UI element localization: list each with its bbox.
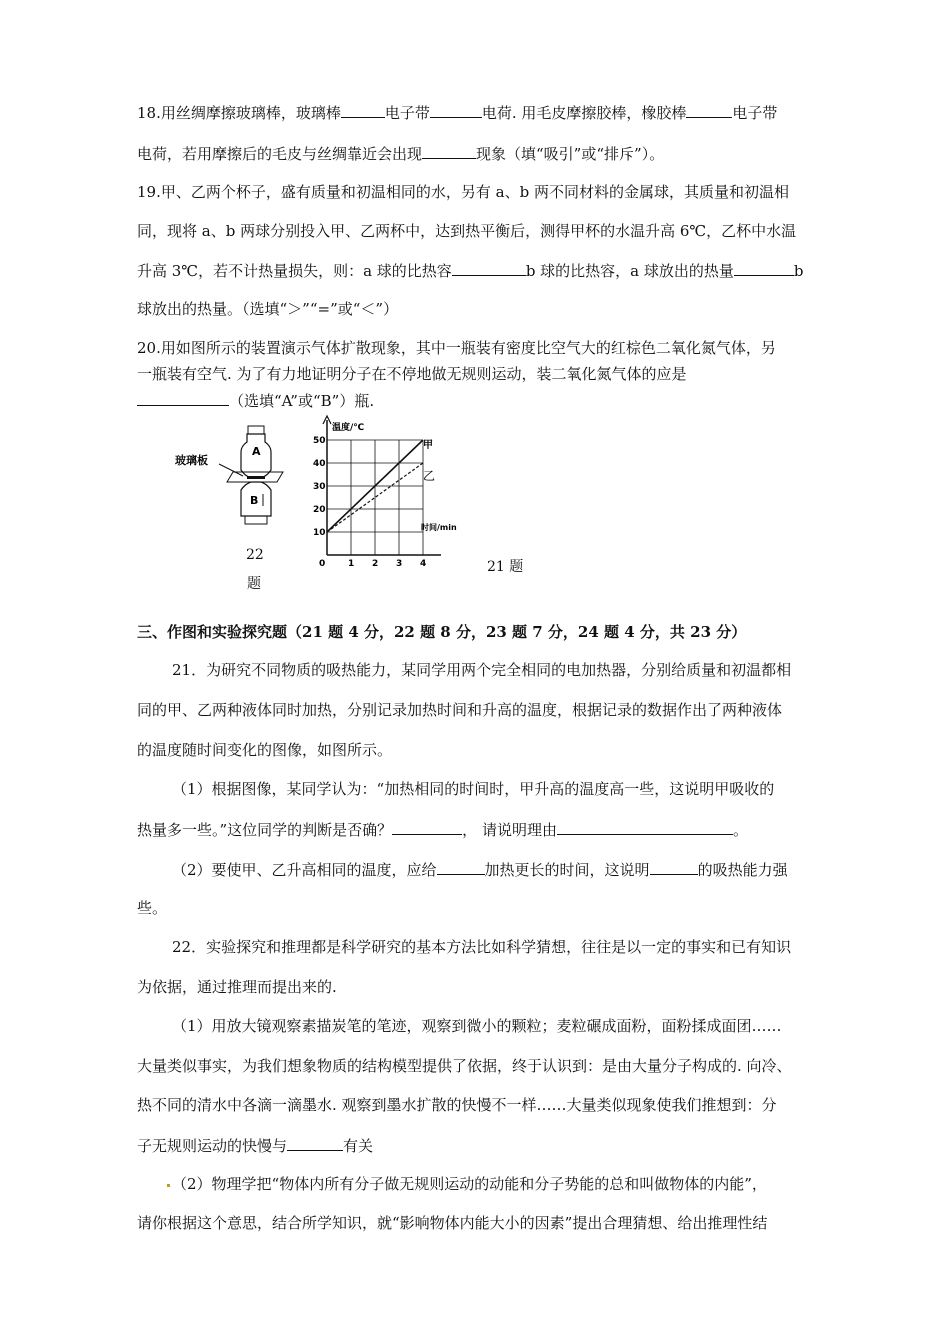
q21-text: 热量多一些。”这位同学的判断是否确？	[137, 821, 393, 839]
q18-blank-4[interactable]	[422, 143, 476, 159]
q20-blank[interactable]	[137, 390, 229, 406]
q22-line-1: 22．实验探究和推理都是科学研究的基本方法比如科学猜想，往往是以一定的事实和已有知识	[172, 938, 792, 956]
q21-text: 的吸热能力强	[697, 861, 788, 879]
q19-line-3	[137, 260, 804, 281]
q22-text: 有关	[343, 1137, 374, 1155]
q21-line-3: 的温度随时间变化的图像，如图所示。	[137, 741, 393, 759]
q21-text: ， 请说明理由	[462, 821, 557, 839]
q19-blank-1[interactable]	[452, 260, 526, 276]
q19-text: b 球的比热容，a 球放出的热量	[525, 262, 734, 280]
x-tick-label: 2	[372, 559, 379, 569]
q21-blank-3[interactable]	[437, 859, 485, 875]
q19-text: b	[793, 262, 804, 280]
q19-blank-2[interactable]	[734, 260, 794, 276]
q21-text: （2）要使甲、乙升高相同的温度，应给	[172, 861, 437, 879]
q18-blank-3[interactable]	[686, 102, 732, 118]
q18-text: 现象（填“吸引”或“排斥”）。	[476, 145, 665, 163]
y-axis-label: 温度/℃	[332, 423, 365, 433]
q18-text: 电荷. 用毛皮摩擦胶棒，橡胶棒	[481, 104, 687, 122]
q22-p1-line-1: （1）用放大镜观察素描炭笔的笔迹，观察到微小的颗粒；麦粒碾成面粉，面粉揉成面团……	[172, 1017, 782, 1035]
series-label-yi: 乙	[423, 469, 436, 483]
caption-22-line-2: 题	[247, 576, 261, 592]
y-tick-label: 50	[313, 436, 326, 446]
y-tick-label: 10	[313, 528, 326, 538]
caption-22-line-1: 22	[246, 547, 264, 563]
q21-text: 加热更长的时间，这说明	[484, 861, 650, 879]
q22-text: 子无规则运动的快慢与	[137, 1137, 288, 1155]
q20-line-3	[137, 390, 374, 411]
q18-line-1	[137, 102, 777, 123]
q21-p2-line-1	[172, 859, 788, 880]
q22-p1-line-4	[137, 1135, 373, 1156]
q21-blank-4[interactable]	[650, 859, 698, 875]
q22-p1-line-2: 大量类似事实，为我们想象物质的结构模型提供了依据，终于认识到：是由大量分子构成的. 向冷、	[137, 1057, 792, 1075]
q22-p1-line-3: 热不同的清水中各滴一滴墨水. 观察到墨水扩散的快慢不一样……大量类似现象使我们推想到：分	[137, 1096, 777, 1114]
q18-blank-2[interactable]	[430, 102, 482, 118]
q20-line-1: 20.用如图所示的装置演示气体扩散现象，其中一瓶装有密度比空气大的红棕色二氧化氮气体，另	[137, 339, 776, 357]
q19-line-4: 球放出的热量。（选填“＞”“=”或“＜”）	[137, 300, 399, 318]
q21-p1-line-2	[137, 819, 748, 840]
y-tick-label: 30	[313, 482, 326, 492]
q19-line-2: 同，现将 a、b 两球分别投入甲、乙两杯中，达到热平衡后，测得甲杯的水温升高 6℃，乙杯中水温	[137, 222, 797, 240]
q22-line-2: 为依据，通过推理而提出来的.	[137, 978, 337, 996]
q22-p2-line-1	[167, 1174, 767, 1194]
q20-line-2: 一瓶装有空气. 为了有力地证明分子在不停地做无规则运动，装二氧化氮气体的应是	[137, 365, 687, 383]
x-tick-label: 1	[348, 559, 355, 569]
q18-text: 电子带	[732, 104, 778, 122]
q22-blank-1[interactable]	[287, 1135, 343, 1151]
q21-line-1: 21．为研究不同物质的吸热能力，某同学用两个完全相同的电加热器，分别给质量和初温都相	[172, 661, 792, 679]
q21-text: 。	[732, 821, 748, 839]
q18-text: 电子带	[384, 104, 430, 122]
y-tick-label: 40	[313, 459, 326, 469]
q21-line-2: 同的甲、乙两种液体同时加热，分别记录加热时间和升高的温度，根据记录的数据作出了两种液体	[137, 701, 783, 719]
x-tick-label: 4	[420, 559, 427, 569]
plate-seam	[247, 476, 265, 479]
stray-dot	[167, 1184, 170, 1187]
chart-grid	[327, 440, 423, 555]
x-axis-label: 时间/min	[421, 523, 457, 532]
y-tick-label: 20	[313, 505, 326, 515]
q18-text: 18.用丝绸摩擦玻璃棒，玻璃棒	[137, 104, 341, 122]
x-tick-label: 3	[396, 559, 403, 569]
origin-label: 0	[319, 559, 326, 569]
q22-text: （2）物理学把“物体内所有分子做无规则运动的动能和分子势能的总和叫做物体的内能”，	[172, 1175, 767, 1193]
plate-pointer	[219, 464, 243, 476]
q22-p2-line-2: 请你根据这个意思，结合所学知识，就“影响物体内能大小的因素”提出合理猜想、给出推理性结	[137, 1214, 768, 1232]
bottle-a-cap	[248, 426, 264, 434]
q20-text: （选填“A”或“B”）瓶.	[229, 392, 375, 410]
q21-blank-1[interactable]	[392, 819, 462, 835]
q21-blank-2[interactable]	[557, 819, 733, 835]
section-3-heading: 三、作图和实验探究题（21 题 4 分，22 题 8 分，23 题 7 分，24 题 4 分，共 23 分）	[137, 623, 747, 641]
caption-21: 21 题	[487, 559, 524, 575]
q21-p2-line-2: 些。	[137, 899, 168, 917]
bottle-diagram	[175, 422, 295, 542]
q18-blank-1[interactable]	[341, 102, 385, 118]
q18-line-2	[137, 143, 664, 164]
bottle-label-a: A	[252, 445, 261, 458]
chart-ticks	[313, 436, 426, 569]
glass-plate-label: 玻璃板	[175, 454, 208, 467]
q21-p1-line-1: （1）根据图像，某同学认为：“加热相同的时间时，甲升高的温度高一些，这说明甲吸收的	[172, 780, 775, 798]
q18-text: 电荷，若用摩擦后的毛皮与丝绸靠近会出现	[137, 145, 423, 163]
bottle-label-b: B	[250, 494, 259, 507]
q19-text: 升高 3℃，若不计热量损失，则：a 球的比热容	[137, 262, 452, 280]
series-label-jia: 甲	[423, 440, 433, 451]
temperature-time-chart	[307, 412, 457, 572]
q19-line-1: 19.甲、乙两个杯子，盛有质量和初温相同的水，另有 a、b 两不同材料的金属球，其质量和初温相	[137, 183, 789, 201]
bottle-b-base	[245, 516, 267, 524]
